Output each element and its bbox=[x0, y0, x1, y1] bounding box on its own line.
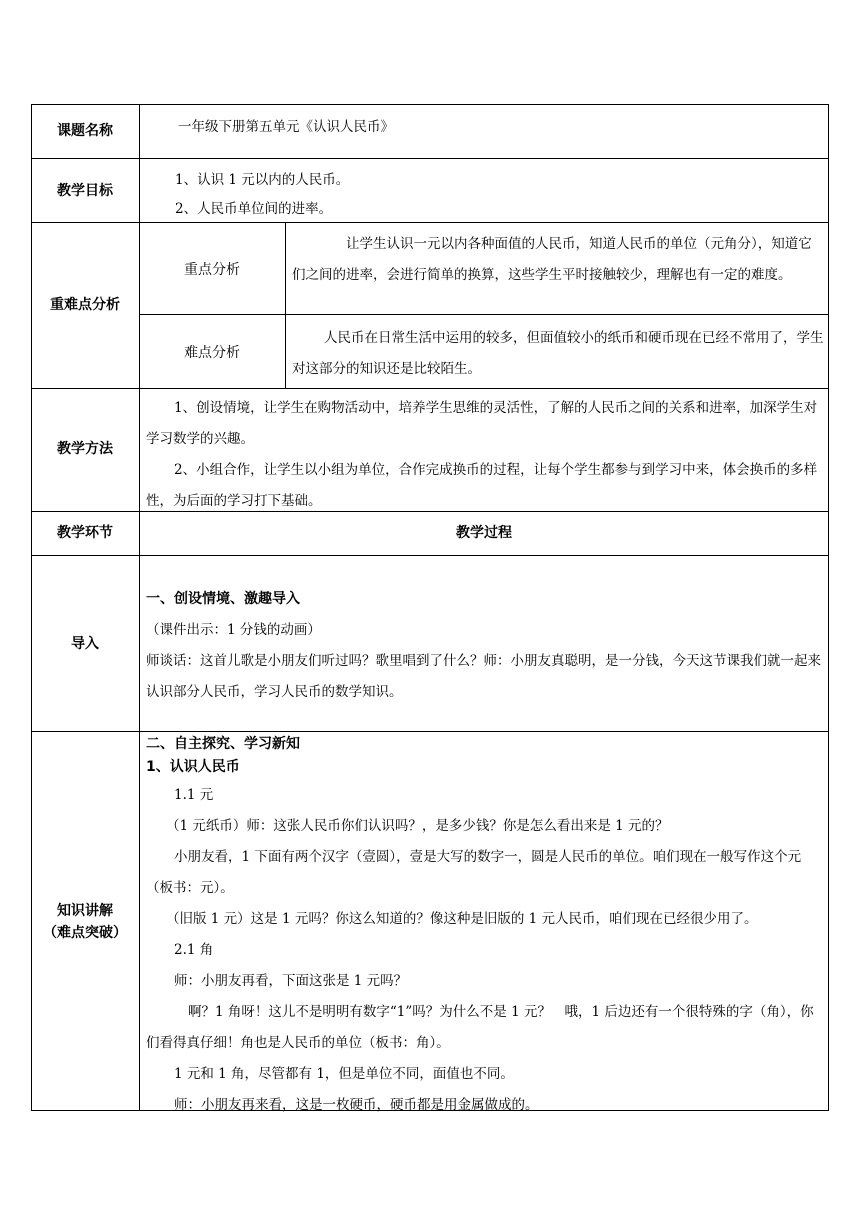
row-divider bbox=[31, 555, 829, 556]
method-paragraph: 2、小组合作，让学生以小组为单位，合作完成换币的过程，让每个学生都参与到学习中来，体会换币的多样性，为后面的学习打下基础。 bbox=[146, 462, 818, 509]
title-label: 课题名称 bbox=[57, 123, 113, 139]
intro-heading: 一、创设情境、激趣导入 bbox=[146, 591, 300, 607]
intro-paragraph: 师谈话：这首儿歌是小朋友们听过吗？歌里唱到了什么？师：小朋友真聪明，是一分钱，今天这节课我们就一起来认识部分人民币，学习人民币的数学知识。 bbox=[146, 653, 821, 700]
section-heading: 二、自主探究、学习新知 bbox=[146, 736, 300, 752]
intro-content bbox=[146, 584, 825, 708]
row-divider bbox=[31, 731, 829, 732]
knowledge-content bbox=[146, 734, 825, 1121]
knowledge-paragraph: （1 元纸币）师：这张人民币你们认识吗？，是多少钱？你是怎么看出来是 1 元的？ bbox=[166, 818, 669, 834]
difficulty-label: 难点分析 bbox=[184, 345, 240, 361]
row-divider bbox=[139, 314, 829, 315]
knowledge-paragraph: 1 元和 1 角，尽管都有 1，但是单位不同，面值也不同。 bbox=[174, 1066, 514, 1082]
method-paragraph: 1、创设情境，让学生在购物活动中，培养学生思维的灵活性，了解的人民币之间的关系和进率，加深学生对学习数学的兴趣。 bbox=[146, 400, 818, 447]
knowledge-paragraph: 啊？1 角呀！这儿不是明明有数字“1”吗？为什么不是 1 元？ 哦，1 后边还有一个很特殊的字（角），你们看得真仔细！角也是人民币的单位（板书：角）。 bbox=[146, 1004, 814, 1051]
knowledge-paragraph: 2.1 角 bbox=[174, 942, 214, 958]
row-divider bbox=[31, 158, 829, 159]
title-text: 一年级下册第五单元《认识人民币》 bbox=[178, 119, 394, 135]
stage-header: 教学环节 bbox=[57, 525, 113, 541]
intro-label: 导入 bbox=[71, 636, 99, 652]
goal-item: 1、认识 1 元以内的人民币。 bbox=[175, 172, 350, 188]
knowledge-paragraph: 师：小朋友再来看，这是一枚硬币，硬币都是用金属做成的。 bbox=[174, 1097, 539, 1113]
knowledge-paragraph: 小朋友看，1 下面有两个汉字（壹圆），壹是大写的数字一，圆是人民币的单位。咱们现在一般写作这个元（板书：元）。 bbox=[146, 849, 802, 896]
focus-label: 重难点分析 bbox=[50, 297, 120, 313]
method-text bbox=[146, 393, 825, 517]
key-analysis bbox=[292, 229, 824, 291]
method-label: 教学方法 bbox=[57, 441, 113, 457]
knowledge-label-line: （难点突破） bbox=[43, 925, 127, 941]
knowledge-paragraph: 1.1 元 bbox=[174, 787, 214, 803]
goal-item: 2、人民币单位间的进率。 bbox=[175, 201, 333, 217]
column-divider bbox=[139, 104, 140, 1111]
intro-paragraph: （课件出示：1 分钱的动画） bbox=[146, 622, 321, 638]
difficulty-analysis bbox=[292, 323, 824, 385]
knowledge-label-line: 知识讲解 bbox=[57, 903, 113, 919]
column-divider bbox=[285, 222, 286, 388]
goal-list bbox=[175, 166, 815, 224]
row-divider bbox=[31, 388, 829, 389]
section-heading: 1、认识人民币 bbox=[146, 759, 240, 775]
title-value bbox=[178, 112, 818, 143]
difficulty-text: 人民币在日常生活中运用的较多，但面值较小的纸币和硬币现在已经不常用了，学生对这部分的知识还是比较陌生。 bbox=[292, 330, 824, 377]
knowledge-label bbox=[31, 900, 139, 944]
goal-label: 教学目标 bbox=[57, 183, 113, 199]
key-label: 重点分析 bbox=[184, 262, 240, 278]
process-header: 教学过程 bbox=[456, 525, 512, 541]
knowledge-paragraph: （旧版 1 元）这是 1 元吗？你这么知道的？像这种是旧版的 1 元人民币，咱们现在已经很少用了。 bbox=[166, 911, 758, 927]
knowledge-paragraph: 师：小朋友再看，下面这张是 1 元吗？ bbox=[174, 973, 408, 989]
key-text: 让学生认识一元以内各种面值的人民币，知道人民币的单位（元角分），知道它们之间的进率，会进行简单的换算，这些学生平时接触较少，理解也有一定的难度。 bbox=[292, 236, 812, 283]
